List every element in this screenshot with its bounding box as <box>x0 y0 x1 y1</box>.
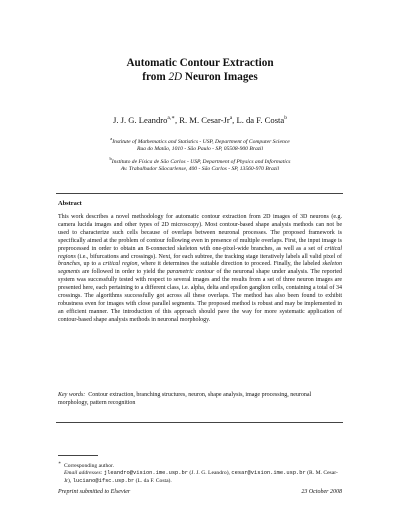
email-link[interactable]: cesar@vision.ime.usp.br <box>231 470 306 477</box>
email-link[interactable]: jleandro@vision.ime.usp.br <box>103 470 188 477</box>
affiliation-a-text: Institute of Mathematics and Statistics - USP, Department of Computer Science <box>112 138 290 145</box>
abstract-top-rule <box>56 193 343 194</box>
title-line-2-pre: from <box>142 71 169 83</box>
author-name: R. M. Cesar-Jr <box>179 114 230 125</box>
affiliation-mark: a <box>110 136 113 141</box>
abstract-bottom-rule <box>56 422 343 423</box>
abstract-emphasis: critical region <box>102 261 138 268</box>
abstract-text: This work describes a novel methodology for automatic contour extraction from 2D images of 3D neurons (e.g. camera lucida images and other types of 2D microscopy). Most contour-based shape analysis methods can not be used to characterize such cells because of overlaps between neuronal processes. The proposed framework is specifically aimed at the problem of contour following even in presence of multiple overlaps. First, the input image is preprocessed in order to obtain an 8-connected skeleton with one-pixel-wide branches, as well as a set of <box>58 214 342 252</box>
footnote <box>58 460 342 486</box>
abstract-text: (i.e., bifurcations and crossings). Next, for each subtree, the tracking stage iteratively labels all valid pixel of <box>75 253 342 260</box>
keywords-text: Contour extraction, branching structures, neuron, shape analysis, image processing, neuronal morphology, pattern recognition <box>58 392 312 406</box>
abstract-text: of the neuronal shape under analysis. The reported system was successfully tested with respect to several images and the results from a set of three neuron images are presented here, each pertaining to a different class, i.e. alpha, delta and epsilon ganglion cells, containing a total of 34 crossings. The algorithms successfully got across all these overlaps. The method has also been found to exhibit robustness even for images with close parallel segments. The proposed method is robust and may be implemented in an efficient manner. The introduction of this approach should pave the way for more systematic application of contour-based shape analysis methods in neuronal morphology. <box>58 269 342 323</box>
email-label: Email addresses: <box>64 470 103 477</box>
footer-left: Preprint submitted to Elsevier <box>58 489 131 495</box>
footnote-emails <box>58 470 342 485</box>
author-name: J. J. G. Leandro <box>113 114 168 125</box>
email-owner: (R. M. Cesar-Jr), <box>64 470 338 485</box>
abstract-text: are followed in order to yield the <box>80 269 167 276</box>
abstract-emphasis: branches <box>58 261 80 268</box>
affiliation-a-line-2: Rua do Matão, 1010 - São Paulo - SP, 05508-900 Brazil <box>136 146 264 153</box>
title-line-2 <box>0 70 400 84</box>
title-line-2-math: 2D <box>168 71 183 83</box>
abstract-text: , up to a <box>80 261 103 268</box>
footnote-rule <box>58 455 98 456</box>
footnote-mark: ∗ <box>58 461 62 466</box>
abstract-emphasis: skeleton segments <box>58 261 342 276</box>
author-affil-mark: a <box>229 115 233 121</box>
email-owner: (L. da F. Costa). <box>135 478 172 485</box>
abstract-emphasis: parametric contour <box>166 269 215 276</box>
abstract-text: , where it determines the suitable direction to proceed. Finally, the labeled <box>137 261 323 268</box>
author-name: L. da F. Costa <box>236 114 285 125</box>
author-affil-mark: b <box>284 115 287 121</box>
paper-title <box>0 56 400 84</box>
footer-date: 23 October 2008 <box>301 489 342 495</box>
abstract-heading: Abstract <box>58 200 82 207</box>
page-footer <box>58 489 342 495</box>
author-affil-mark: a,∗ <box>167 115 175 121</box>
keywords <box>58 392 342 408</box>
author-list: J. J. G. Leandro$^{a,∗}$, R. M. Cesar-Jr$^a$, L. da F. Costa$^b$ <box>113 114 287 125</box>
affiliation-b-text: Instituto de Física de São Carlos - USP, Department of Physics and Informatics <box>111 158 291 165</box>
affiliation-a-line-1 <box>40 135 360 146</box>
abstract-body <box>58 214 342 325</box>
affiliation-b <box>40 155 360 173</box>
email-owner: (J. J. G. Leandro), <box>189 470 230 477</box>
affiliation-mark: b <box>109 156 112 161</box>
abstract-emphasis: critical regions <box>58 245 342 260</box>
email-link[interactable]: luciano@ifsc.usp.br <box>72 478 135 485</box>
affiliation-b-line-2: Av. Trabalhador Sãocarlense, 400 - São Carlos - SP, 13560-970 Brazil <box>120 166 280 173</box>
corresponding-label: Corresponding author. <box>63 462 114 469</box>
title-line-1: Automatic Contour Extraction <box>126 57 274 69</box>
footnote-corresponding <box>58 460 342 470</box>
affiliation-b-line-1 <box>40 155 360 166</box>
affiliation-a <box>40 135 360 153</box>
title-line-2-post: Neuron Images <box>182 71 258 83</box>
keywords-label: Key words: <box>58 392 86 398</box>
